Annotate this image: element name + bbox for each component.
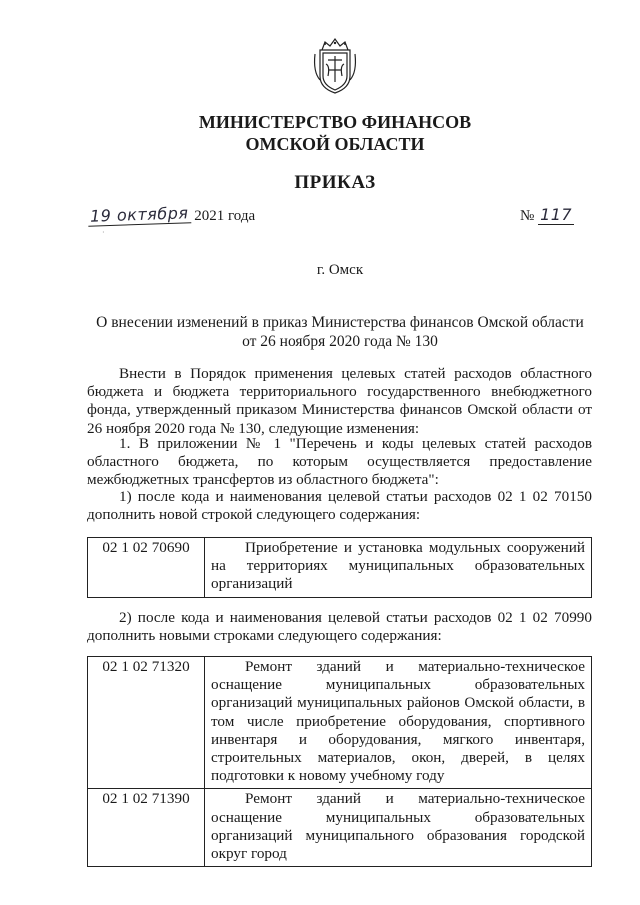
codes-table-1	[87, 537, 592, 598]
document-type-title: ПРИКАЗ	[294, 172, 376, 193]
date-year: 2021 года	[194, 208, 256, 224]
code-cell: 02 1 02 71390	[88, 789, 205, 867]
sub1-paragraph	[87, 488, 592, 524]
number-prefix: №	[520, 208, 535, 224]
item1-text: 1. В приложении № 1 "Перечень и коды целевых статей расходов областного бюджета, по которым осуществляется предоставление межбюджетных трансфертов из областного бюджета":	[87, 435, 592, 489]
item1-paragraph	[87, 435, 592, 490]
table-row	[88, 789, 592, 867]
sub2-paragraph	[87, 609, 592, 645]
document-subject	[95, 313, 585, 351]
subject-line2: от 26 ноября 2020 года № 130	[242, 333, 438, 350]
table-row	[88, 657, 592, 789]
description-cell: Ремонт зданий и материально-техническое оснащение муниципальных образовательных организаций муниципальных районов Омской области, в том числе приобретение оборудования, спортивного инвентаря и оборудования, мягкого инвентаря, строительных материалов, окон, дверей, в целях подготовки к новому учебному году	[205, 657, 592, 789]
code-cell: 02 1 02 71320	[88, 657, 205, 789]
omsk-coat-of-arms-emblem	[312, 36, 358, 96]
handwritten-number: 117	[540, 205, 573, 224]
city-line: г. Омск	[316, 262, 364, 278]
intro-paragraph	[87, 365, 592, 438]
codes-table-2	[87, 656, 592, 867]
description-cell: Приобретение и установка модульных сооружений на территориях муниципальных образовательных организаций	[205, 538, 592, 598]
org-name-line1: МИНИСТЕРСТВО ФИНАНСОВ	[198, 112, 472, 132]
scan-mark: ·	[102, 228, 105, 237]
handwritten-date: 19 октября	[88, 203, 191, 227]
description-cell: Ремонт зданий и материально-техническое оснащение муниципальных образовательных организаций муниципального образования городской округ город	[205, 789, 592, 867]
document-number	[520, 205, 574, 225]
intro-text: Внести в Порядок применения целевых статей расходов областного бюджета и бюджета территориального государственного внебюджетного фонда, утвержденный приказом Министерства финансов Омской области от 26 ноября 2020 года № 130, следующие изменения:	[87, 365, 592, 437]
document-date	[88, 205, 255, 225]
code-cell: 02 1 02 70690	[88, 538, 205, 598]
sub1-text: 1) после кода и наименования целевой статьи расходов 02 1 02 70150 дополнить новой строкой следующего содержания:	[87, 488, 592, 524]
subject-line1: О внесении изменений в приказ Министерства финансов Омской области	[96, 314, 584, 331]
org-name-line2: ОМСКОЙ ОБЛАСТИ	[245, 134, 425, 154]
table-row	[88, 538, 592, 598]
sub2-text: 2) после кода и наименования целевой статьи расходов 02 1 02 70990 дополнить новыми строками следующего содержания:	[87, 609, 592, 645]
